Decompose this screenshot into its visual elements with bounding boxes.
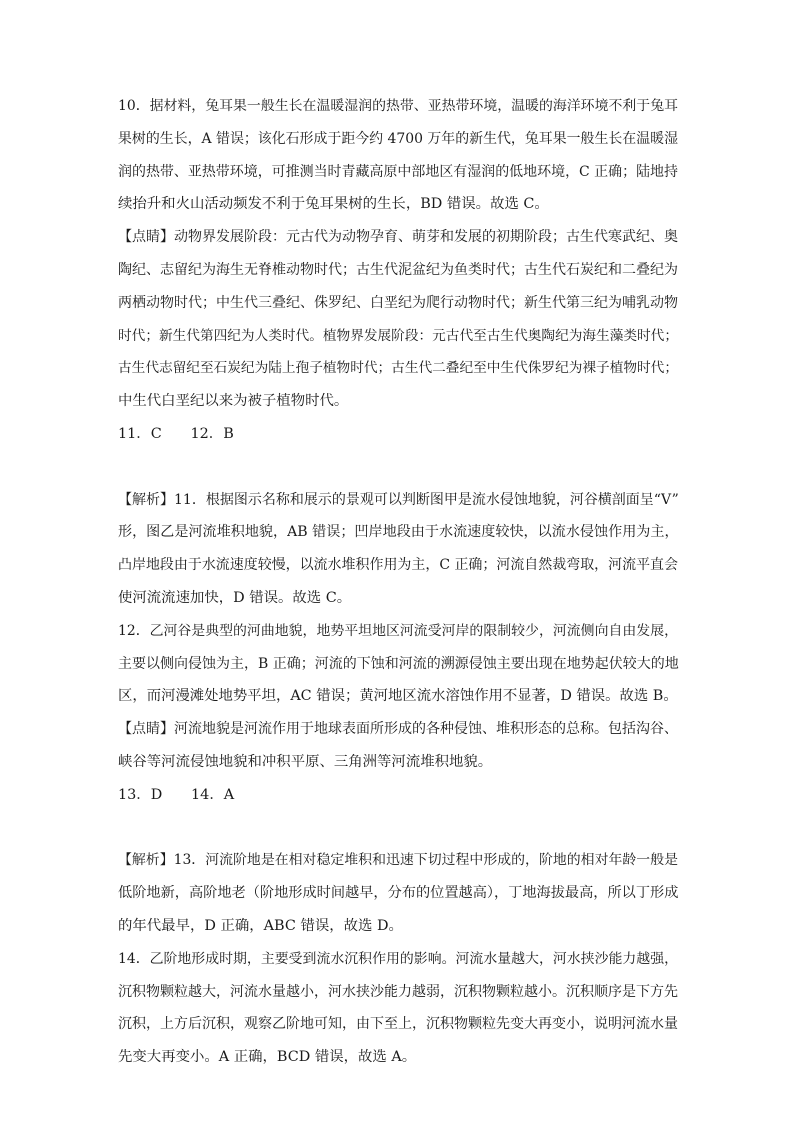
- text-line: 陶纪、志留纪为海生无脊椎动物时代；古生代泥盆纪为鱼类时代；古生代石炭纪和二叠纪为: [118, 261, 678, 278]
- text-line: 续抬升和火山活动频发不利于兔耳果树的生长，BD 错误。故选 C。: [118, 196, 549, 213]
- text-line: 润的热带、亚热带环境，可推测当时青藏高原中部地区有湿润的低地环境，C 正确；陆地持: [118, 163, 678, 180]
- text-line: 时代；新生代第四纪为人类时代。植物界发展阶段：元古代至古生代奥陶纪为海生藻类时代；: [118, 327, 678, 344]
- text-line: 的年代最早，D 正确，ABC 错误，故选 D。: [118, 917, 403, 934]
- text-line: 古生代志留纪至石炭纪为陆上孢子植物时代；古生代二叠纪至中生代侏罗纪为裸子植物时代；: [118, 360, 678, 377]
- text-line: 10．据材料，兔耳果一般生长在温暖湿润的热带、亚热带环境，温暖的海洋环境不利于兔耳: [118, 98, 678, 114]
- text-line: 中生代白垩纪以来为被子植物时代。: [118, 393, 349, 410]
- paragraph-spacer: [118, 455, 678, 488]
- text-line: 峡谷等河流侵蚀地貌和冲积平原、三角洲等河流堆积地貌。: [118, 753, 493, 770]
- text-line: 形，图乙是河流堆积地貌，AB 错误；凹岸地段由于水流速度较快，以流水侵蚀作用为主，: [118, 524, 679, 541]
- text-line: 低阶地新，高阶地老（阶地形成时间越早，分布的位置越高），丁地海拔最高，所以丁形成: [118, 885, 679, 902]
- text-line: 果树的生长，A 错误；该化石形成于距今约 4700 万年的新生代，兔耳果一般生长在温暖湿: [118, 130, 678, 147]
- paragraph-spacer: [118, 816, 678, 849]
- text-line: 【解析】13．河流阶地是在相对稳定堆积和迅速下切过程中形成的，阶地的相对年龄一般是: [118, 852, 678, 869]
- text-line: 主要以侧向侵蚀为主，B 正确；河流的下蚀和河流的溯源侵蚀主要出现在地势起伏较大的地: [118, 655, 679, 672]
- text-line: 【点睛】河流地貌是河流作用于地球表面所形成的各种侵蚀、堆积形态的总称。包括沟谷、: [118, 721, 678, 738]
- text-line: 先变大再变小。A 正确，BCD 错误，故选 A。: [118, 1049, 417, 1066]
- text-line: 两栖动物时代；中生代三叠纪、侏罗纪、白垩纪为爬行动物时代；新生代第三纪为哺乳动物: [118, 294, 678, 311]
- text-line: 沉积，上方后沉积，观察乙阶地可知，由下至上，沉积物颗粒先变大再变小，说明河流水量: [118, 1016, 678, 1033]
- text-line: 11．C 12．B: [118, 425, 234, 442]
- text-line: 区，而河漫滩处地势平坦，AC 错误；黄河地区流水溶蚀作用不显著，D 错误。故选 B。: [118, 688, 678, 705]
- text-line: 凸岸地段由于水流速度较慢，以流水堆积作用为主，C 正确；河流自然裁弯取，河流平直会: [118, 557, 678, 574]
- text-line: 沉积物颗粒越大，河流水量越小，河水挟沙能力越弱，沉积物颗粒越小。沉积顺序是下方先: [118, 983, 678, 1000]
- document-body: [118, 94, 678, 1078]
- text-line: 14．乙阶地形成时期，主要受到流水沉积作用的影响。河流水量越大，河水挟沙能力越强，: [118, 950, 678, 967]
- text-line: 使河流流速加快，D 错误。故选 C。: [118, 589, 352, 606]
- text-line: 【解析】11．根据图示名称和展示的景观可以判断图甲是流水侵蚀地貌，河谷横剖面呈“V”: [118, 491, 679, 508]
- text-line: 【点睛】动物界发展阶段：元古代为动物孕育、萌芽和发展的初期阶段；古生代寒武纪、奥: [118, 229, 678, 246]
- text-line: 12．乙河谷是典型的河曲地貌，地势平坦地区河流受河岸的限制较少，河流侧向自由发展，: [118, 622, 678, 639]
- text-line: 13．D 14．A: [118, 786, 235, 803]
